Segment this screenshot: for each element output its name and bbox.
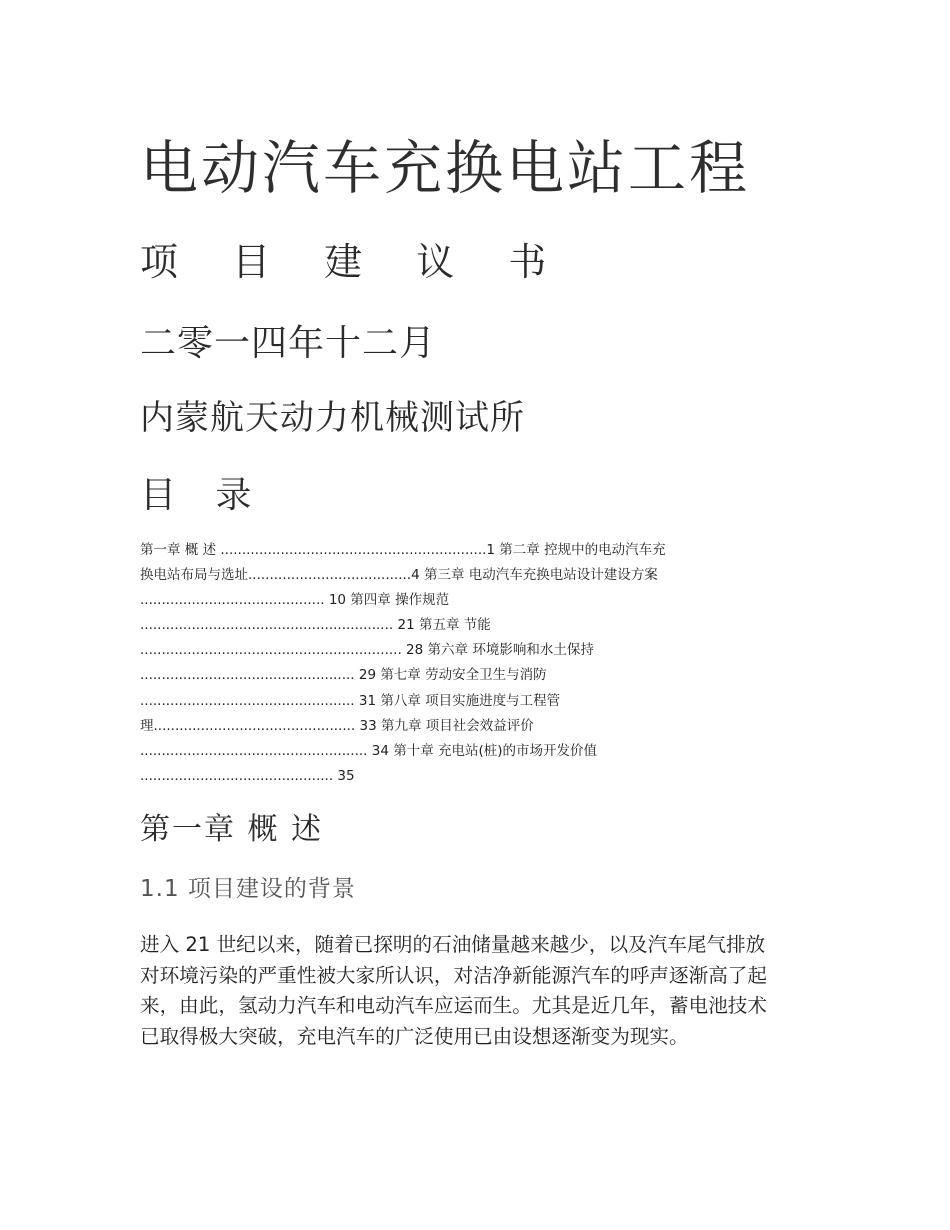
toc-line[interactable]: .................................................. 31 第八章 项目实施进度与工程管: [140, 692, 561, 709]
toc-line[interactable]: ..................................................... 34 第十章 充电站(桩)的市场开发价值: [140, 742, 598, 759]
paragraph-line: 来，由此，氢动力汽车和电动汽车应运而生。尤其是近几年，蓄电池技术: [140, 994, 767, 1018]
body-paragraph: [140, 930, 820, 1052]
toc-line[interactable]: ........................................... 10 第四章 操作规范: [140, 592, 450, 609]
toc-line[interactable]: 换电站布局与选址......................................4 第三章 电动汽车充换电站设计建设方案: [140, 567, 658, 584]
toc-line[interactable]: 理............................................... 33 第九章 项目社会效益评价: [140, 717, 534, 734]
table-of-contents: [140, 538, 820, 789]
paragraph-line: 已取得极大突破，充电汽车的广泛使用已由设想逐渐变为现实。: [140, 1024, 689, 1048]
document-subtitle: 项 目 建 议 书: [140, 240, 568, 284]
document-date: 二零一四年十二月: [140, 323, 437, 364]
toc-heading: 目 录: [140, 475, 266, 516]
paragraph-line: 对环境污染的严重性被大家所认识，对洁净新能源汽车的呼声逐渐高了起: [140, 963, 767, 987]
toc-line[interactable]: ............................................................. 28 第六章 环境影响和水土保持: [140, 642, 594, 659]
toc-line[interactable]: ............................................. 35: [140, 767, 355, 784]
toc-line[interactable]: .................................................. 29 第七章 劳动安全卫生与消防: [140, 667, 547, 684]
section-heading: 1.1 项目建设的背景: [140, 876, 356, 902]
document-title: 电动汽车充换电站工程: [140, 134, 751, 202]
toc-line[interactable]: ........................................................... 21 第五章 节能: [140, 617, 491, 634]
document-organization: 内蒙航天动力机械测试所: [140, 398, 525, 438]
chapter-heading: 第一章 概 述: [140, 812, 324, 847]
toc-line[interactable]: 第一章 概 述 ..............................................................1 第二章 控规中的电动汽车充: [140, 542, 666, 558]
paragraph-line: 进入 21 世纪以来，随着已探明的石油储量越来越少，以及汽车尾气排放: [140, 933, 766, 956]
